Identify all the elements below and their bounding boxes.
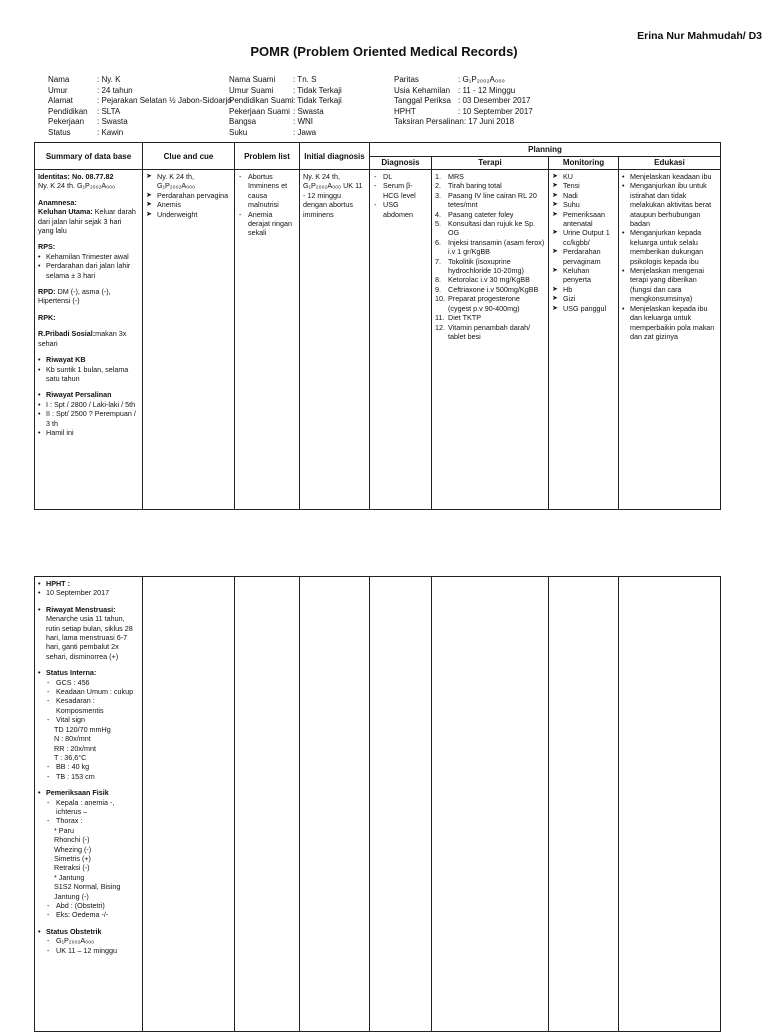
info-row — [229, 96, 342, 107]
rpk-label: RPK: — [38, 312, 56, 322]
monitoring-item: ➤ Keluhan penyerta — [552, 266, 615, 285]
header-summary: Summary of data base — [35, 143, 143, 170]
edukasi-item: • Menjelaskan mengenai terapi yang diberikan (fungsi dan cara mengkonsumsinya) — [622, 266, 717, 304]
monitoring-item: ➤ USG panggul — [552, 304, 615, 313]
identitas-line2: Ny. K 24 th. G₁P₂₀₀₂A₀₀₀ — [38, 181, 116, 191]
problem-item: - Anemia derajat ringan sekali — [238, 210, 296, 238]
header-diagnosis: Diagnosis — [370, 156, 432, 170]
persalinan-item: • Hamil ini — [38, 428, 139, 437]
info-key: Pekerjaan Suami — [229, 106, 290, 116]
monitoring-cell — [549, 170, 619, 510]
clue-item: ➤ Perdarahan pervagina — [146, 191, 231, 200]
empty-cell — [370, 577, 432, 1032]
monitoring-item: ➤ Tensi — [552, 181, 615, 190]
persalinan-title: • Riwayat Persalinan — [38, 390, 139, 399]
terapi-item: 9. Ceftriaxone i.v 500mg/KgBB — [435, 284, 539, 294]
author-label: Erina Nur Mahmudah/ D3 — [637, 30, 762, 42]
interna-item: - TB : 153 cm — [46, 772, 139, 781]
paru-item: * Paru — [54, 825, 74, 835]
clue-item: ➤ Anemis — [146, 200, 231, 209]
paru-item: Retraksi (-) — [54, 863, 90, 873]
monitoring-item: ➤ Perdarahan pervaginam — [552, 247, 615, 266]
diagnosis-item: - DL — [373, 172, 428, 181]
info-row — [394, 86, 533, 97]
summary-cell — [35, 170, 143, 510]
info-value: : Jawa — [293, 127, 317, 137]
edukasi-item: • Menjelaskan keadaan ibu — [622, 172, 717, 181]
info-value: : Tidak Terkaji — [293, 96, 342, 106]
header-monitoring: Monitoring — [549, 156, 619, 170]
empty-cell — [549, 577, 619, 1032]
info-value: : Pejarakan Selatan ½ Jabon-Sidoarjo — [97, 96, 232, 106]
obstetrik-label: • Status Obstetrik — [38, 927, 139, 936]
info-row — [48, 107, 232, 118]
diagnosis-item: - Serum β-HCG level — [373, 181, 428, 200]
persalinan-item: • II : Spt/ 2500 ? Perempuan / 3 th — [38, 409, 139, 428]
edukasi-item: • Menjelaskan kepada ibu dan keluarga untuk memperbaikin pola makan dan zat gizinya — [622, 304, 717, 342]
monitoring-item: ➤ Gizi — [552, 294, 615, 303]
info-key: Pendidikan Suami — [229, 96, 294, 106]
monitoring-item: ➤ Hb — [552, 285, 615, 294]
info-key: HPHT — [394, 106, 416, 116]
header-problem: Problem list — [235, 143, 300, 170]
vital-item: N : 80x/mnt — [54, 734, 91, 744]
clue-cell — [143, 170, 235, 510]
patient-info-col3 — [394, 75, 533, 128]
problem-item: - Abortus Imminens et causa malnutrisi — [238, 172, 296, 210]
info-row — [394, 117, 533, 128]
patient-info-col1 — [48, 75, 232, 139]
info-key: Umur Suami — [229, 85, 274, 95]
fisik-item: - Eks: Oedema -/- — [46, 910, 139, 919]
empty-cell — [619, 577, 721, 1032]
info-value: : Kawin — [97, 127, 124, 137]
terapi-item: 10. Preparat progesterone (cygest p.v 90-400mg) — [435, 294, 520, 313]
terapi-item: 5. Konsultasi dan rujuk ke Sp. OG — [435, 219, 536, 238]
hpht-label: • HPHT : — [38, 579, 139, 588]
info-key: Suku — [229, 127, 248, 137]
info-key: Pekerjaan — [48, 117, 85, 127]
monitoring-item: ➤ Urine Output 1 cc/kgbb/ — [552, 228, 615, 247]
rps-item: • Kehamilan Trimester awal — [38, 252, 139, 261]
jantung-item: S1S2 Normal, Bising Jantung (-) — [54, 882, 121, 901]
pomr-table-page2 — [34, 576, 721, 1032]
info-value: : Tidak Terkaji — [293, 85, 342, 95]
info-value: : 24 tahun — [97, 85, 133, 95]
header-planning: Planning — [370, 143, 721, 157]
info-key: Bangsa — [229, 117, 257, 127]
rpd-value: DM (-), asma (-), Hipertensi (-) — [38, 287, 111, 306]
info-value: : Tn. S — [293, 75, 317, 84]
menstruasi-label: • Riwayat Menstruasi: — [38, 605, 139, 614]
fisik-label: • Pemeriksaan Fisik — [38, 788, 139, 797]
info-value: : Ny. K — [97, 75, 121, 84]
info-key: Pendidikan — [48, 106, 88, 116]
jantung-item: * Jantung — [54, 872, 85, 882]
clue-item: ➤ Underweight — [146, 210, 231, 219]
problem-cell — [235, 170, 300, 510]
keluhan-label: Keluhan Utama: — [38, 207, 93, 217]
terapi-item: 2. Tirah baring total — [435, 181, 502, 191]
paru-item: Whezing (-) — [54, 844, 92, 854]
monitoring-item: ➤ Nadi — [552, 191, 615, 200]
info-row — [48, 86, 232, 97]
header-initial: Initial diagnosis — [300, 143, 370, 170]
info-row — [394, 75, 533, 86]
rpd-label: RPD: — [38, 287, 56, 297]
info-value: : 10 September 2017 — [458, 106, 533, 116]
info-value: : 11 - 12 Minggu — [458, 85, 516, 95]
keluhan-value: Keluar darah dari jalan lahir sejak 3 hari yang lalu — [38, 207, 136, 236]
monitoring-item: ➤ KU — [552, 172, 615, 181]
info-row — [229, 86, 342, 97]
terapi-item: 6. Injeksi transamin (asam ferox) i.v 1 gr/KgBB — [435, 237, 545, 257]
interna-item: - GCS : 456 — [46, 678, 139, 687]
empty-cell — [432, 577, 549, 1032]
terapi-item: 11. Diet TKTP — [435, 313, 482, 323]
paru-item: Rhonchi (-) — [54, 835, 90, 845]
info-row — [229, 75, 342, 86]
terapi-item: 1. MRS — [435, 172, 464, 181]
info-key: Tanggal Periksa — [394, 96, 451, 106]
summary-cell-continued — [35, 577, 143, 1032]
info-value: : Swasta — [97, 117, 128, 127]
info-row — [48, 96, 232, 107]
hpht-value: • 10 September 2017 — [38, 588, 139, 597]
info-key: Nama Suami — [229, 75, 276, 84]
kb-title: • Riwayat KB — [38, 355, 139, 364]
vital-item: TD 120/70 mmHg — [54, 724, 111, 734]
info-key: Paritas — [394, 75, 419, 84]
info-row — [48, 128, 232, 139]
interna-item: - Vital sign — [46, 715, 139, 724]
empty-cell — [300, 577, 370, 1032]
rpribadi-label: R.Pribadi Sosial: — [38, 329, 96, 339]
info-key: Umur — [48, 85, 68, 95]
terapi-item: 7. Tokolitik (isoxuprine hydrochloride 10-20mg) — [435, 256, 524, 276]
info-value: : WNI — [293, 117, 313, 127]
empty-cell — [235, 577, 300, 1032]
fisik-thorax: - Thorax : — [46, 816, 139, 825]
info-key: Taksiran Persalinan — [394, 117, 464, 127]
info-value: : 03 Desember 2017 — [458, 96, 531, 106]
monitoring-item: ➤ Suhu — [552, 200, 615, 209]
monitoring-item: ➤ Pemeriksaan antenatal — [552, 210, 615, 229]
terapi-item: 12. Vitamin penambah darah/ tablet besi — [435, 322, 531, 341]
empty-cell — [143, 577, 235, 1032]
kb-item: • Kb suntik 1 bulan, selama satu tahun — [38, 365, 139, 384]
edukasi-item: • Menganjurkan kepada keluarga untuk selalu memberikan dukungan psikologis kepada ibu — [622, 228, 717, 266]
paru-item: Simetris (+) — [54, 853, 91, 863]
terapi-cell — [432, 170, 549, 510]
info-row — [48, 75, 232, 86]
info-row — [48, 117, 232, 128]
header-clue: Clue and cue — [143, 143, 235, 170]
diagnosis-cell — [370, 170, 432, 510]
info-row — [394, 96, 533, 107]
identitas-value: No. 08.77.82 — [71, 172, 114, 181]
terapi-item: 4. Pasang cateter foley — [435, 209, 514, 219]
info-row — [229, 117, 342, 128]
pomr-table-page1 — [34, 142, 721, 510]
interna-item: - Kesadaran : Komposmentis — [46, 696, 139, 715]
page-title: POMR (Problem Oriented Medical Records) — [250, 44, 518, 59]
persalinan-item: • I : Spt / 2800 / Laki-laki / 5th — [38, 400, 139, 409]
rps-item: • Perdarahan dari jalan lahir selama ± 3 hari — [38, 261, 139, 280]
patient-info-col2 — [229, 75, 342, 139]
fisik-kepala: - Kepala : anemia -, ichterus – — [46, 798, 139, 817]
terapi-item: 3. Pasang IV line cairan RL 20 tetes/mnt — [435, 190, 537, 210]
edukasi-cell — [619, 170, 721, 510]
info-value: : G₁P₂₀₀₂A₀₀₀ — [458, 75, 505, 84]
menstruasi-value: Menarche usia 11 tahun, rutin setiap bulan, siklus 28 hari, lama menstruasi 6-7 hari, ganti pembalut 2x sehari, disminorrea (+) — [46, 614, 133, 661]
terapi-item: 8. Ketorolac i.v 30 mg/KgBB — [435, 275, 530, 285]
edukasi-item: • Menganjurkan ibu untuk istirahat dan tidak melakukan aktivitas berat ataupun berhubungan badan — [622, 181, 717, 228]
info-row — [229, 128, 342, 139]
info-row — [229, 107, 342, 118]
rps-label: RPS: — [38, 242, 56, 252]
obstetrik-item: - UK 11 – 12 minggu — [46, 946, 139, 955]
diagnosis-item: - USG abdomen — [373, 200, 428, 219]
info-key: Alamat — [48, 96, 73, 106]
initial-diagnosis-text: Ny. K 24 th, G₁P₂₀₀₂A₀₀₀ UK 11 - 12 minggu dengan abortus imminens — [303, 172, 363, 219]
info-key: Nama — [48, 75, 70, 84]
info-value: : 17 Juni 2018 — [463, 117, 515, 127]
obstetrik-item: - G₁P₂₀₀₂A₀₀₀ — [46, 936, 139, 945]
vital-item: T : 36,6°C — [54, 752, 87, 762]
initial-diagnosis-cell — [300, 170, 370, 510]
info-row — [394, 107, 533, 118]
fisik-item: - Abd : (Obstetri) — [46, 901, 139, 910]
clue-item: ➤ Ny. K 24 th, G₁P₂₀₀₂A₀₀₀ — [146, 172, 231, 191]
interna-item: - Keadaan Umum : cukup — [46, 687, 139, 696]
anamnesa-label: Anamnesa: — [38, 197, 77, 207]
info-value: : Swasta — [293, 106, 324, 116]
info-key: Status — [48, 127, 71, 137]
info-key: Usia Kehamilan — [394, 85, 451, 95]
rpribadi-value: makan 3x sehari — [38, 329, 127, 348]
interna-label: • Status Interna: — [38, 668, 139, 677]
header-edukasi: Edukasi — [619, 156, 721, 170]
interna-item: - BB : 40 kg — [46, 762, 139, 771]
identitas-label: Identitas: — [38, 172, 70, 181]
info-value: : SLTA — [97, 106, 121, 116]
header-terapi: Terapi — [432, 156, 549, 170]
vital-item: RR : 20x/mnt — [54, 743, 96, 753]
